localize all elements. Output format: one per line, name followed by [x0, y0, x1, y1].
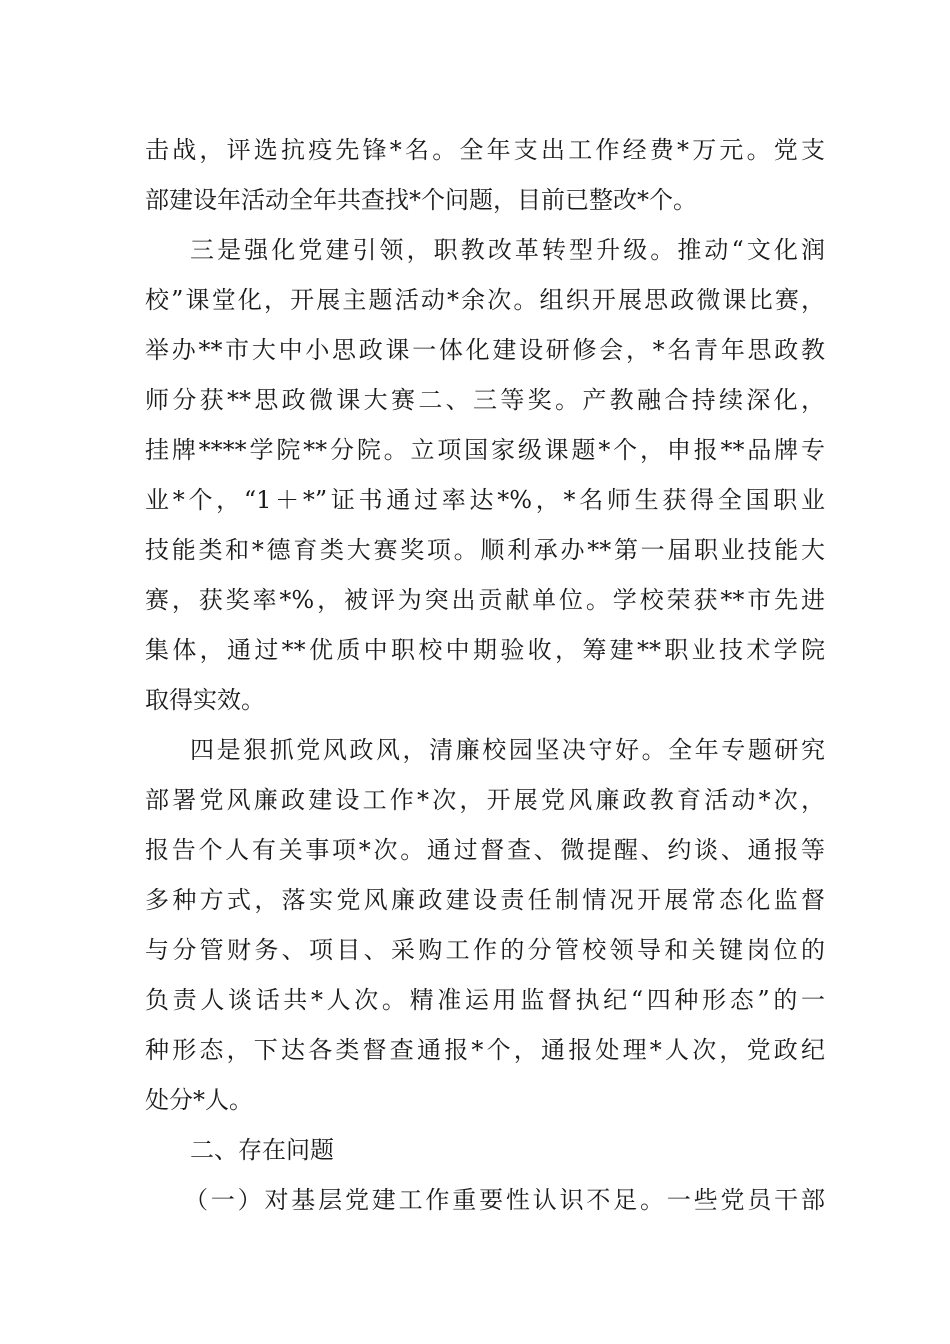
text-line: 处分*人。: [145, 1086, 253, 1114]
text-line: 师分获**思政微课大赛二、三等奖。产教融合持续深化，: [145, 386, 825, 414]
text-line: 负责人谈话共*人次。精准运用监督执纪“四种形态”的一: [145, 986, 825, 1014]
section-heading: 二、存在问题: [190, 1136, 334, 1164]
paragraph-start-line: 三是强化党建引领，职教改革转型升级。推动“文化润: [190, 236, 825, 264]
text-line: 赛，获奖率*%，被评为突出贡献单位。学校荣获**市先进: [145, 586, 825, 614]
text-line: 取得实效。: [145, 686, 265, 714]
text-line: 部建设年活动全年共查找*个问题，目前已整改*个。: [145, 186, 697, 214]
text-line: 种形态，下达各类督查通报*个，通报处理*人次，党政纪: [145, 1036, 825, 1064]
text-line: 部署党风廉政建设工作*次，开展党风廉政教育活动*次，: [145, 786, 825, 814]
text-line: 技能类和*德育类大赛奖项。顺利承办**第一届职业技能大: [145, 536, 825, 564]
text-line: 业*个，“1＋*”证书通过率达*%，*名师生获得全国职业: [145, 486, 825, 514]
subsection-heading-line: （一）对基层党建工作重要性认识不足。一些党员干部: [184, 1186, 825, 1214]
text-line: 与分管财务、项目、采购工作的分管校领导和关键岗位的: [145, 936, 825, 964]
text-line: 校”课堂化，开展主题活动*余次。组织开展思政微课比赛，: [145, 286, 825, 314]
text-line: 集体，通过**优质中职校中期验收，筹建**职业技术学院: [145, 636, 825, 664]
text-line: 举办**市大中小思政课一体化建设研修会，*名青年思政教: [145, 336, 825, 364]
text-line: 挂牌****学院**分院。立项国家级课题*个，申报**品牌专: [145, 436, 825, 464]
text-line: 报告个人有关事项*次。通过督查、微提醒、约谈、通报等: [145, 836, 825, 864]
text-line: 击战，评选抗疫先锋*名。全年支出工作经费*万元。党支: [145, 136, 825, 164]
text-line: 多种方式，落实党风廉政建设责任制情况开展常态化监督: [145, 886, 825, 914]
paragraph-start-line: 四是狠抓党风政风，清廉校园坚决守好。全年专题研究: [190, 736, 825, 764]
